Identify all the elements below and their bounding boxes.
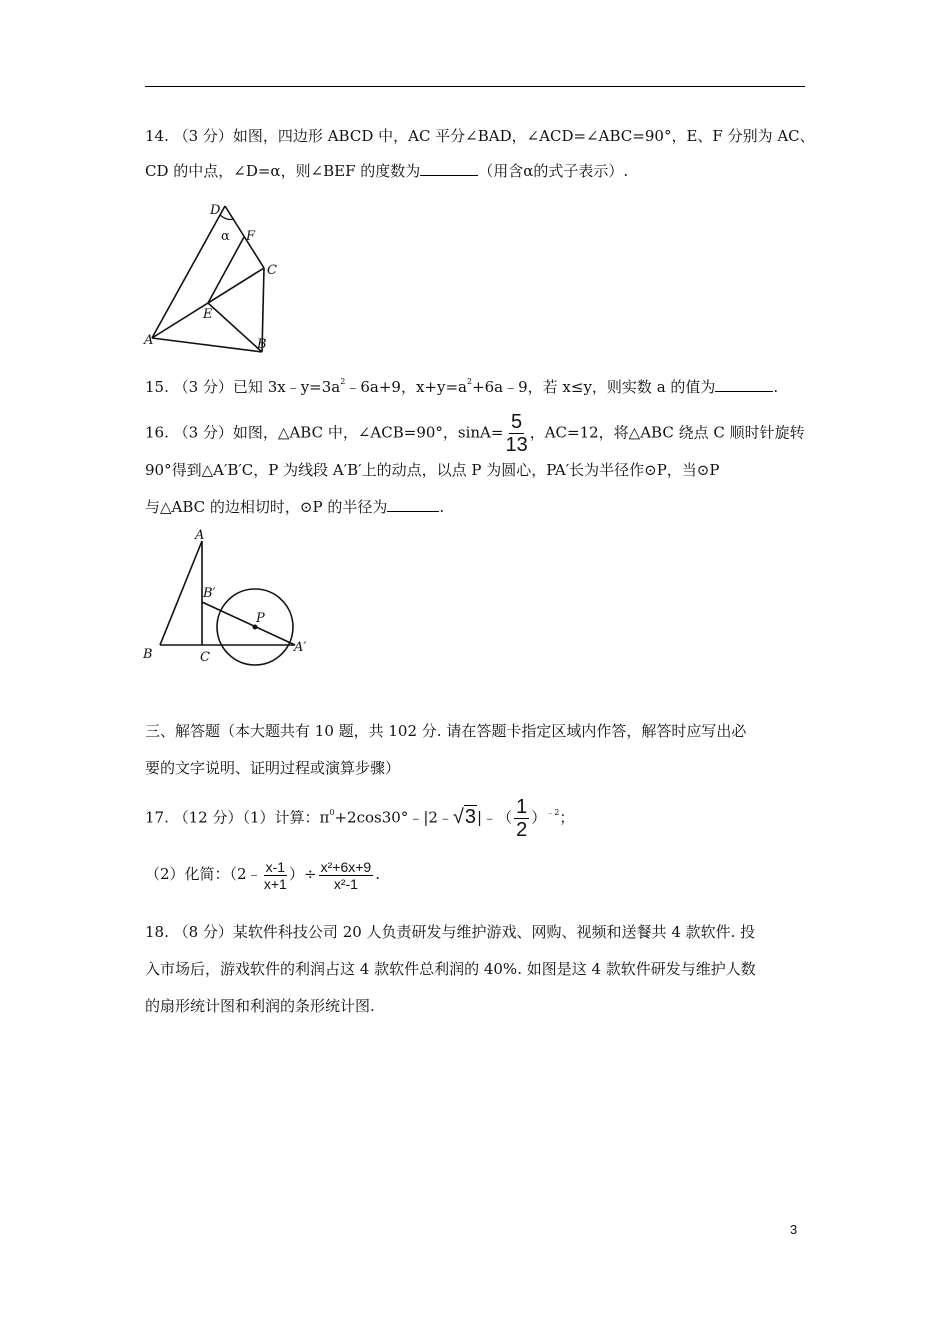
q16-text-1b: ，AC=12，将△ABC 绕点 C 顺时针旋转 bbox=[529, 423, 805, 442]
label-C: C bbox=[267, 263, 277, 278]
q16-answer-blank bbox=[387, 496, 439, 512]
sinA-denominator: 13 bbox=[505, 434, 528, 456]
label-D: D bbox=[210, 203, 221, 218]
sqrt-radicand: 3 bbox=[464, 805, 477, 828]
page-number: 3 bbox=[790, 1222, 798, 1237]
q14-text-2a: CD 的中点，∠D=α，则∠BEF 的度数为 bbox=[145, 162, 421, 180]
q17-sup-0: 0 bbox=[329, 807, 335, 817]
half-fraction bbox=[514, 797, 529, 840]
label-A: A bbox=[144, 333, 154, 348]
q18-text-1: 18. （8 分）某软件科技公司 20 人负责研发与维护游戏、网购、视频和送餐共 4 款软件. 投 bbox=[145, 923, 756, 941]
q17-text-1c: |﹣（ bbox=[477, 808, 513, 827]
q17-text-1d: ） bbox=[531, 808, 547, 827]
fraction1-numerator: x-1 bbox=[265, 858, 286, 875]
q15-sup-1: 2 bbox=[340, 377, 346, 386]
q17-sup-neg2: ﹣2 bbox=[546, 807, 560, 817]
q15-text-d: . bbox=[773, 378, 779, 396]
q14-text-1: 14. （3 分）如图，四边形 ABCD 中，AC 平分∠BAD，∠ACD=∠ABC=90°，E、F 分别为 AC、 bbox=[145, 127, 815, 145]
q16-text-2: 90°得到△A′B′C，P 为线段 A′B′上的动点，以点 P 为圆心，PA′长为半径作⊙P，当⊙P bbox=[145, 461, 720, 479]
quadrilateral-figure bbox=[140, 198, 290, 356]
q17-text-1b: +2cos30°﹣|2﹣ bbox=[334, 808, 453, 827]
q14-line2 bbox=[145, 160, 628, 182]
q14-answer-blank bbox=[420, 160, 478, 176]
half-denominator: 2 bbox=[516, 819, 528, 841]
q15-line bbox=[145, 373, 778, 398]
sqrt-3: √3 bbox=[452, 805, 477, 828]
simplify-fraction-1 bbox=[264, 860, 287, 891]
simplify-fraction-2 bbox=[319, 860, 374, 891]
label-B-fig16: B bbox=[143, 647, 153, 662]
label-B: B bbox=[257, 337, 267, 352]
q16-text-3a: 与△ABC 的边相切时，⊙P 的半径为 bbox=[145, 498, 388, 516]
q15-answer-blank bbox=[715, 376, 773, 392]
q18-text-3: 的扇形统计图和利润的条形统计图. bbox=[145, 997, 375, 1015]
label-E: E bbox=[203, 307, 213, 322]
q18-line3 bbox=[145, 995, 375, 1017]
label-B-prime: B′ bbox=[203, 586, 216, 601]
label-A-fig16: A bbox=[195, 528, 205, 543]
section3-line1 bbox=[145, 720, 746, 742]
label-alpha: α bbox=[221, 229, 230, 244]
fraction1-denominator: x+1 bbox=[263, 875, 287, 892]
section3-text-1: 三、解答题（本大题共有 10 题，共 102 分. 请在答题卡指定区域内作答，解答时应写出必 bbox=[145, 722, 747, 740]
q18-line2 bbox=[145, 958, 756, 980]
q16-text-1a: 16. （3 分）如图，△ABC 中，∠ACB=90°，sinA= bbox=[145, 423, 504, 442]
q17-text-1a: 17. （12 分）（1）计算：π bbox=[145, 808, 330, 827]
q17-part2 bbox=[145, 854, 380, 894]
label-C-fig16: C bbox=[200, 650, 210, 665]
q18-text-2: 入市场后，游戏软件的利润占这 4 款软件总利润的 40%. 如图是这 4 款软件研发与维护人数 bbox=[145, 960, 756, 978]
header-rule bbox=[145, 86, 805, 87]
fraction2-numerator: x²+6x+9 bbox=[320, 858, 372, 875]
sinA-numerator: 5 bbox=[511, 411, 523, 433]
q15-text-a: 15. （3 分）已知 3x﹣y=3a bbox=[145, 378, 341, 396]
q16-line3 bbox=[145, 496, 444, 518]
q17-text-1e: ； bbox=[559, 808, 575, 827]
label-P: P bbox=[256, 611, 265, 626]
sinA-fraction bbox=[505, 412, 527, 455]
label-A-prime: A′ bbox=[294, 640, 307, 655]
q16-line2 bbox=[145, 459, 719, 481]
rotation-circle-figure bbox=[140, 527, 320, 672]
q14-text-2b: （用含α的式子表示）. bbox=[478, 162, 629, 180]
q18-line1 bbox=[145, 921, 755, 943]
half-numerator: 1 bbox=[516, 796, 528, 818]
section3-line2 bbox=[145, 757, 400, 779]
q14-line1 bbox=[145, 125, 815, 147]
q15-sup-2: 2 bbox=[466, 377, 473, 386]
label-F: F bbox=[246, 229, 256, 244]
q16-line1 bbox=[145, 412, 805, 455]
q17-text-2a: （2）化简：（2﹣ bbox=[145, 865, 262, 883]
q16-text-3b: . bbox=[439, 498, 445, 516]
q15-text-b: ﹣6a+9，x+y=a bbox=[345, 378, 467, 396]
q17-text-2c: . bbox=[375, 865, 380, 883]
q15-text-c: +6a﹣9，若 x≤y，则实数 a 的值为 bbox=[472, 378, 716, 396]
fraction2-denominator: x²-1 bbox=[333, 875, 358, 892]
q17-text-2b: ）÷ bbox=[289, 865, 317, 883]
section3-text-2: 要的文字说明、证明过程或演算步骤） bbox=[145, 759, 401, 777]
q17-part1 bbox=[145, 797, 574, 840]
